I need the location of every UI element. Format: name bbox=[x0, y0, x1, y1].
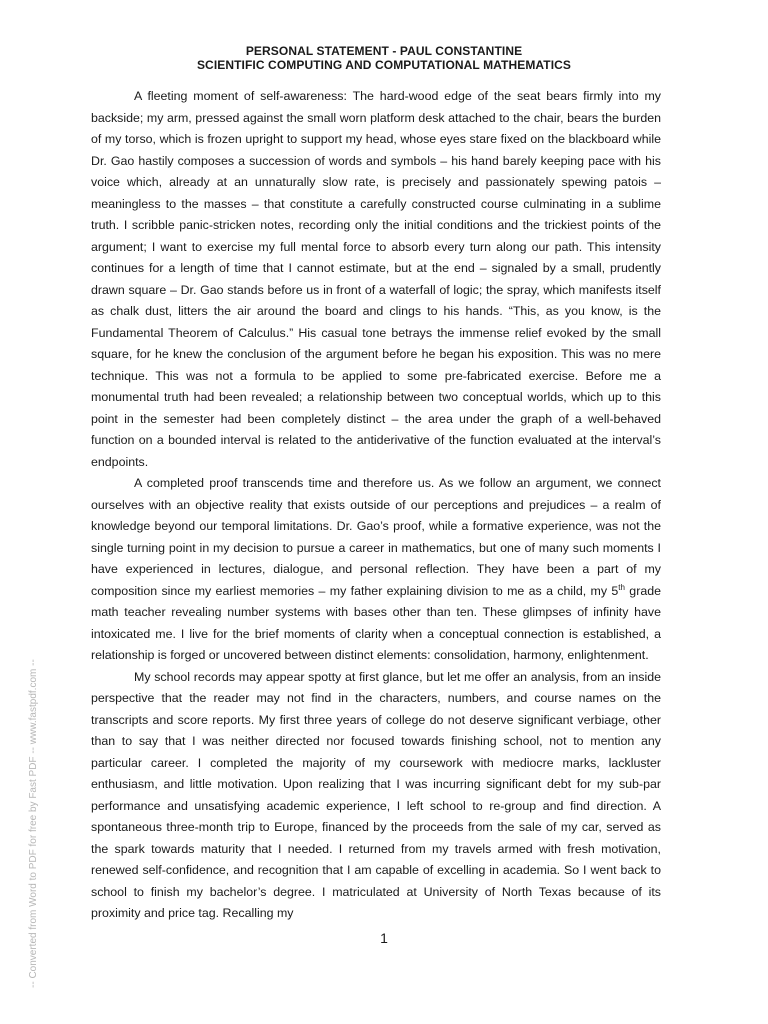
superscript-th: th bbox=[618, 582, 625, 592]
page-number: 1 bbox=[380, 930, 388, 946]
paragraph-1: A fleeting moment of self-awareness: The hard-wood edge of the seat bears firmly into my backside; my arm, pressed against the small worn platform desk attached to the chair, bears the burden of my torso, which is frozen upright to support my head, whose eyes stare fixed on the blackboard while Dr. Gao hastily composes a succession of words and symbols – his hand barely keeping pace with his voice which, already at an unnaturally slow rate, is precisely and passionately spewing patois – meaningless to the masses – that constitute a carefully constructed course culminating in a sublime truth. I scribble panic-stricken notes, recording only the initial conditions and the trickiest points of the argument; I want to exercise my full mental force to absorb every turn along our path. This intensity continues for a length of time that I cannot estimate, but at the end – signaled by a small, prudently drawn square – Dr. Gao stands before us in front of a waterfall of logic; the spray, which manifests itself as chalk dust, litters the air around the board and clings to his hands. “This, as you know, is the Fundamental Theorem of Calculus.” His casual tone betrays the immense relief evoked by the small square, for he knew the conclusion of the argument before he began his exposition. This was no mere technique. This was not a formula to be applied to some pre-fabricated exercise. Before me a monumental truth had been revealed; a relationship between two conceptual worlds, which up to this point in the semester had been completely distinct – the area under the graph of a well-behaved function on a bounded interval is related to the antiderivative of the function evaluated at the interval’s endpoints. bbox=[91, 89, 661, 469]
document-body bbox=[91, 86, 661, 925]
document-title: PERSONAL STATEMENT - PAUL CONSTANTINE bbox=[245, 44, 523, 58]
converter-watermark: -- Converted from Word to PDF for free by Fast PDF -- www.fastpdf.com -- bbox=[28, 659, 39, 988]
paragraph-3: My school records may appear spotty at first glance, but let me offer an analysis, from an inside perspective that the reader may not find in the characters, numbers, and course names on the transcripts and score reports. My first three years of college do not deserve significant verbiage, other than to say that I was neither directed nor focused towards finishing school, not to mention any particular career. I completed the majority of my coursework with mediocre marks, lackluster enthusiasm, and little motivation. Upon realizing that I was incurring significant debt for my sub-par performance and unsatisfying academic experience, I left school to re-group and find direction. A spontaneous three-month trip to Europe, financed by the proceeds from the sale of my car, served as the spark towards maturity that I needed. I returned from my travels armed with fresh motivation, renewed self-confidence, and recognition that I am capable of excelling in academia. So I went back to school to finish my bachelor’s degree. I matriculated at University of North Texas because of its proximity and price tag. Recalling my bbox=[91, 669, 661, 920]
paragraph-2-part-1: A completed proof transcends time and therefore us. As we follow an argument, we connect ourselves with an objective reality that exists outside of our perceptions and prejudices – a realm of knowledge beyond our temporal limitations. Dr. Gao’s proof, while a formative experience, was not the single turning point in my decision to pursue a career in mathematics, but one of many such moments I have experienced in lectures, dialogue, and personal reflection. They have been a part of my composition since my earliest memories – my father explaining division to me as a child, my 5 bbox=[91, 476, 661, 598]
paragraph-2-part-2: grade math teacher revealing number systems with bases other than ten. These glimpses of infinity have intoxicated me. I live for the brief moments of clarity when a conceptual connection is established, a relationship is forged or uncovered between distinct elements: consolidation, harmony, enlightenment. bbox=[91, 583, 661, 662]
document-subtitle: SCIENTIFIC COMPUTING AND COMPUTATIONAL MATHEMATICS bbox=[196, 58, 572, 72]
paragraph-2 bbox=[91, 473, 661, 667]
